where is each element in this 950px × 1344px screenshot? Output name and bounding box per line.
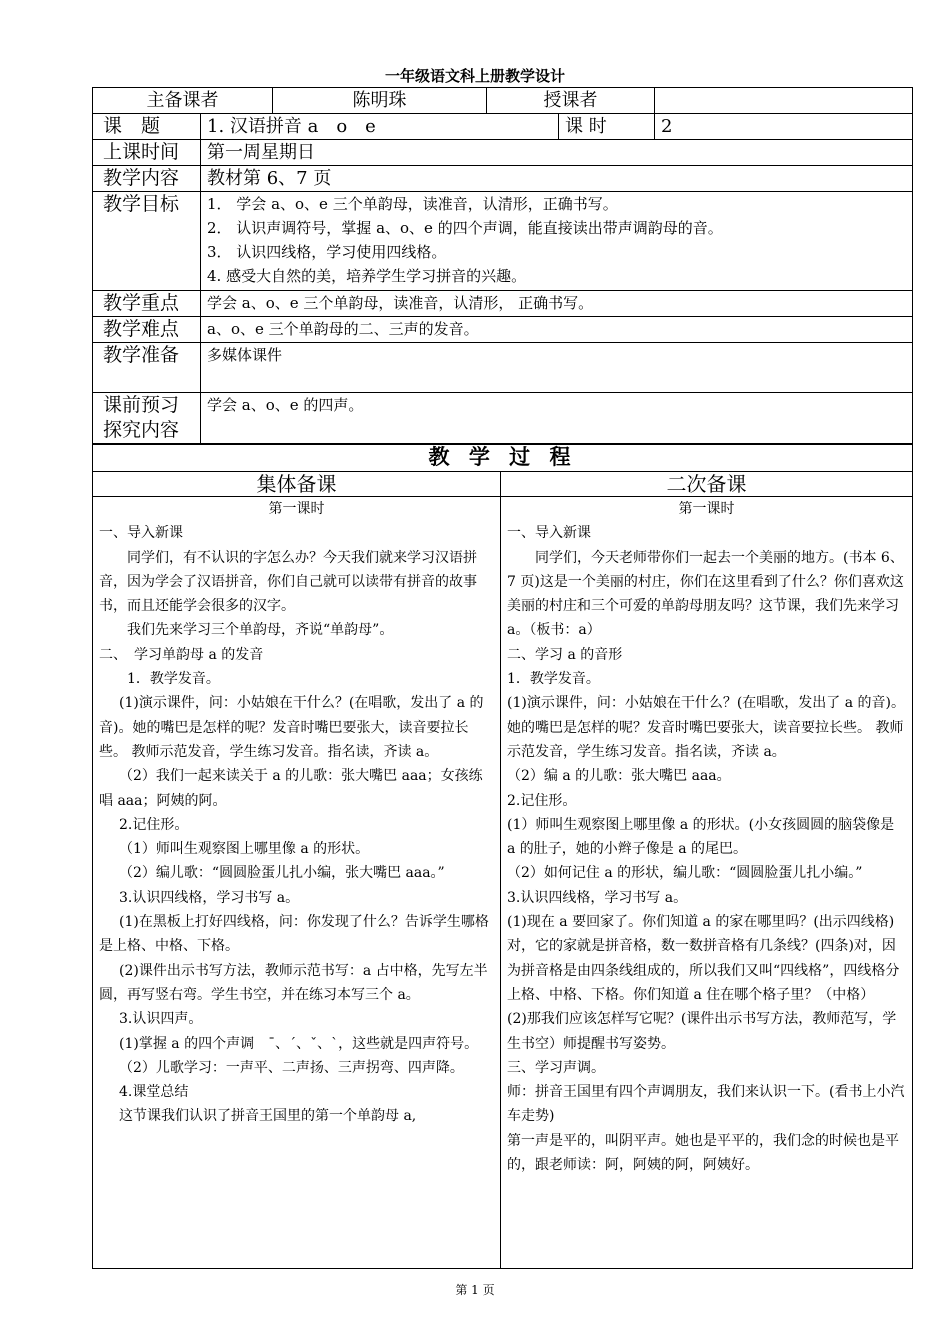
lesson-heading: 第一课时 [678, 501, 735, 517]
paragraph: 这节课我们认识了拼音王国里的第一个单韵母 a, [119, 1108, 417, 1125]
hours-value: 2 [655, 114, 913, 140]
preparer-label: 主备课者 [93, 88, 273, 114]
paragraph: 第一声是平的，叫阴平声。她也是平平的，我们念的时候也是平的，跟老师读：阿，阿姨的阿，阿姨好。 [507, 1132, 899, 1174]
paragraph: （1）师叫生观察图上哪里像 a 的形状。 [119, 841, 370, 858]
objectives-list [201, 192, 913, 291]
lesson-info-table [92, 87, 913, 445]
difficulties-value: a、o、e 三个单韵母的二、三声的发音。 [201, 317, 913, 343]
content-value: 教材第 6、7 页 [201, 166, 913, 192]
teaching-process-table [92, 443, 913, 1269]
time-label: 上课时间 [93, 140, 201, 166]
objectives-label: 教学目标 [93, 192, 201, 291]
paragraph: （2）我们一起来读关于 a 的儿歌：张大嘴巴 aaa；女孩练唱 aaa；阿姨的阿。 [99, 768, 483, 809]
content-label: 教学内容 [93, 166, 201, 192]
preparation-label: 教学准备 [93, 343, 201, 393]
preview-label-line: 课前预习 [103, 394, 180, 416]
collective-prep-header: 集体备课 [93, 472, 501, 497]
preview-value: 学会 a、o、e 的四声。 [201, 393, 913, 445]
paragraph: （2）如何记住 a 的形状，编儿歌：“圆圆脸蛋儿扎小编。” [507, 865, 863, 882]
teacher-name [655, 88, 913, 114]
subsection-heading: 3.认识四声。 [119, 1011, 203, 1028]
section-heading: 二、 学习单韵母 a 的发音 [99, 646, 264, 663]
subsection-heading: 3.认识四线格，学习书写 a。 [119, 889, 300, 906]
section-heading: 三、学习声调。 [507, 1059, 605, 1076]
subsection-heading: 2.记住形。 [119, 816, 189, 833]
paragraph: (2)课件出示书写方法，教师示范书写：a 占中格，先写左半圆，再写竖右弯。学生书空，并在练习本写三个 a。 [99, 962, 488, 1003]
page-number: 第 1 页 [455, 1283, 495, 1297]
lesson-heading: 第一课时 [268, 501, 325, 517]
subsection-heading: 2.记住形。 [507, 792, 577, 809]
paragraph: （2）儿歌学习：一声平、二声扬、三声拐弯、四声降。 [119, 1059, 464, 1076]
document-title: 一年级语文科上册教学设计 [384, 67, 565, 85]
paragraph: (1)演示课件，问：小姑娘在干什么？(在唱歌，发出了 a 的音)。她的嘴巴是怎样的呢？发音时嘴巴要张大，读音要拉长些。 教师示范发音，学生练习发音。指名读，齐读 a。 [507, 695, 906, 760]
paragraph: (1)在黑板上打好四线格，问：你发现了什么？告诉学生哪格是上格、中格、下格。 [99, 914, 489, 955]
subsection-heading: 1．教学发音。 [507, 671, 600, 688]
section-heading: 一、导入新课 [99, 525, 183, 542]
paragraph: （2）编儿歌：“圆圆脸蛋儿扎小编，张大嘴巴 aaa。” [119, 865, 445, 882]
difficulties-label: 教学难点 [93, 317, 201, 343]
subsection-heading: 1．教学发音。 [127, 671, 220, 688]
time-value: 第一周星期日 [201, 140, 913, 166]
section-heading: 一、导入新课 [507, 525, 591, 542]
topic-label: 课 题 [93, 114, 201, 140]
key-points-value: 学会 a、o、e 三个单韵母，读准音，认清形， 正确书写。 [201, 291, 913, 317]
hours-label: 课 时 [559, 114, 655, 140]
preparation-value: 多媒体课件 [201, 343, 913, 393]
process-title: 教 学 过 程 [93, 444, 913, 472]
key-points-label: 教学重点 [93, 291, 201, 317]
section-heading: 二、学习 a 的音形 [507, 646, 623, 663]
objective-item: 3． 认识四线格，学习使用四线格。 [207, 243, 447, 261]
paragraph: 同学们，有不认识的字怎么办？今天我们就来学习汉语拼音，因为学会了汉语拼音，你们自己就可以读带有拼音的故事书，而且还能学会很多的汉字。 [99, 549, 477, 615]
paragraph: (2)那我们应该怎样写它呢？(课件出示书写方法，教师范写，学生书空）师提醒书写姿势。 [507, 1011, 897, 1052]
objective-item: 1． 学会 a、o、e 三个单韵母，读准音，认清形，正确书写。 [207, 195, 618, 213]
paragraph: （2）编 a 的儿歌：张大嘴巴 aaa。 [507, 768, 731, 785]
teacher-label: 授课者 [487, 88, 655, 114]
objective-item: 2． 认识声调符号，掌握 a、o、e 的四个声调，能直接读出带声调韵母的音。 [207, 219, 723, 237]
topic-value: 1. 汉语拼音 a o e [201, 114, 559, 140]
paragraph: (1)现在 a 要回家了。你们知道 a 的家在哪里吗？(出示四线格)对，它的家就是拼音格，数一数拼音格有几条线？(四条)对，因为拼音格是由四条线组成的，所以我们又叫“四线格”，四线格分上格、中格、下格。你们知道 a 住在哪个格子里？（中格） [507, 914, 900, 1003]
paragraph: (1）师叫生观察图上哪里像 a 的形状。(小女孩圆圆的脑袋像是 a 的肚子，她的小辫子像是 a 的尾巴。 [507, 816, 895, 858]
paragraph: (1)演示课件，问：小姑娘在干什么？(在唱歌，发出了 a 的音)。她的嘴巴是怎样的呢？发音时嘴巴要张大，读音要拉长些。 教师示范发音，学生练习发音。指名读，齐读 a。 [99, 695, 484, 760]
objective-item: 4. 感受大自然的美，培养学生学习拼音的兴趣。 [207, 267, 527, 285]
secondary-prep-header: 二次备课 [501, 472, 913, 497]
paragraph: 同学们，今天老师带你们一起去一个美丽的地方。(书本 6、7 页)这是一个美丽的村庄，你们在这里看到了什么？你们喜欢这美丽的村庄和三个可爱的单韵母朋友吗？这节课，我们先来学习 a。（板书：a） [507, 549, 904, 639]
paragraph: 我们先来学习三个单韵母，齐说“单韵母”。 [127, 622, 394, 639]
preview-label-line: 探究内容 [103, 419, 180, 441]
paragraph: 师：拼音王国里有四个声调朋友，我们来认识一下。(看书上小汽车走势) [507, 1084, 905, 1125]
secondary-prep-column [501, 497, 913, 1269]
subsection-heading: 4.课堂总结 [119, 1084, 189, 1101]
subsection-heading: 3.认识四线格，学习书写 a。 [507, 889, 688, 906]
collective-prep-column [93, 497, 501, 1269]
preparer-name: 陈明珠 [273, 88, 487, 114]
paragraph: (1)掌握 a 的四个声调 ˉ、ˊ、ˇ、ˋ，这些就是四声符号。 [119, 1035, 479, 1052]
preview-label [93, 393, 201, 445]
